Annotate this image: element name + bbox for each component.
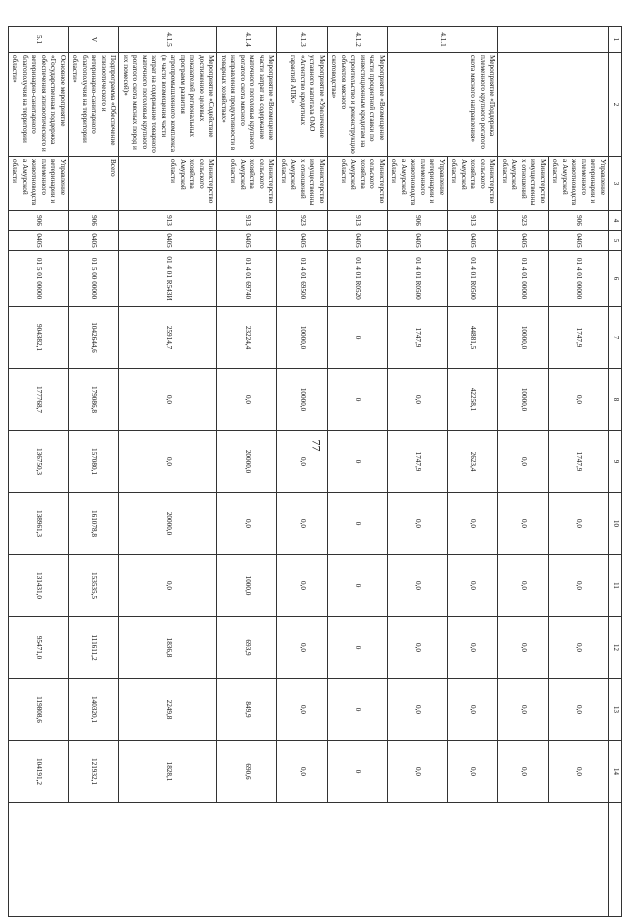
row-value: 693,9	[217, 617, 277, 679]
row-executor: Управление ветеринарии и племенного животноводства Амурской области	[9, 157, 69, 211]
row-grbs: 923	[277, 211, 328, 231]
row-csr: 01 4 01 R0520	[328, 251, 388, 307]
row-value: 1747,9	[549, 431, 609, 493]
row-value: 0	[328, 369, 388, 431]
row-value: 0,0	[388, 617, 448, 679]
row-value: 177768,7	[9, 369, 69, 431]
table-row	[277, 27, 328, 917]
row-value: 25914,7	[119, 307, 217, 369]
row-csr: 01 4 01 00000	[549, 251, 609, 307]
row-rzpr: 0405	[277, 231, 328, 251]
row-value: 0,0	[549, 493, 609, 555]
row-value: 0,0	[388, 741, 448, 803]
row-value: 0,0	[217, 369, 277, 431]
table-row	[549, 27, 609, 917]
row-value: 0,0	[277, 431, 328, 493]
row-csr: 01 4 01 R0500	[448, 251, 499, 307]
row-executor: Управление ветеринарии и племенного животноводства Амурской области	[549, 157, 609, 211]
row-value: 0,0	[448, 493, 499, 555]
row-value: 10000,0	[277, 369, 328, 431]
row-value: 10000,0	[498, 307, 549, 369]
column-number: 7	[609, 307, 622, 369]
row-value: 0,0	[119, 369, 217, 431]
row-rzpr: 0405	[498, 231, 549, 251]
row-rzpr: 0405	[448, 231, 499, 251]
row-grbs: 906	[388, 211, 448, 231]
row-executor: Всего	[69, 157, 120, 211]
row-value: 0,0	[498, 555, 549, 617]
row-value: 140320,1	[69, 679, 120, 741]
column-number: 12	[609, 617, 622, 679]
row-grbs: 906	[9, 211, 69, 231]
row-value: 23224,4	[217, 307, 277, 369]
row-name: Мероприятие «Возмещение части затрат на содержание маточного поголовья крупного рогатого скота мясного направления продуктивности в товарных хозяйствах»	[217, 53, 277, 157]
column-number: 2	[609, 53, 622, 157]
row-value: 0,0	[119, 431, 217, 493]
column-number: 13	[609, 679, 622, 741]
column-number: 5	[609, 231, 622, 251]
rotated-budget-table	[11, 26, 622, 876]
row-grbs: 906	[69, 211, 120, 231]
row-name: Мероприятие «Содействие достижению целевых показателей региональных программ развития агропромышленного комплекса (в части возмещения части затрат на содержание товарного маточного поголовья крупного рогатого скота мясных пород и их помесей)»	[119, 53, 217, 157]
row-value: 690,6	[217, 741, 277, 803]
row-value: 20000,0	[119, 493, 217, 555]
row-value: 0,0	[277, 493, 328, 555]
column-number: 8	[609, 369, 622, 431]
row-value: 179086,8	[69, 369, 120, 431]
row-value: 1747,9	[388, 431, 448, 493]
row-value: 42258,1	[448, 369, 499, 431]
row-value: 0	[328, 493, 388, 555]
row-grbs: 906	[549, 211, 609, 231]
row-value: 0	[328, 679, 388, 741]
row-value: 0,0	[498, 617, 549, 679]
row-value: 0,0	[388, 555, 448, 617]
row-rzpr: 0405	[119, 231, 217, 251]
row-grbs: 913	[328, 211, 388, 231]
row-value: 136750,3	[9, 431, 69, 493]
row-value: 10000,0	[498, 369, 549, 431]
row-value: 0,0	[498, 431, 549, 493]
row-value: 44881,5	[448, 307, 499, 369]
row-value: 0,0	[448, 617, 499, 679]
row-value: 121932,1	[69, 741, 120, 803]
row-rzpr: 0405	[69, 231, 120, 251]
table-row	[217, 27, 277, 917]
row-value: 1747,9	[388, 307, 448, 369]
column-number: 1	[609, 27, 622, 53]
row-value: 0	[328, 307, 388, 369]
row-value: 0,0	[498, 493, 549, 555]
row-executor: Министерство сельского хозяйства Амурской области	[217, 157, 277, 211]
row-value: 20000,0	[217, 431, 277, 493]
row-value: 95471,0	[9, 617, 69, 679]
row-number: 4.1.4	[217, 27, 277, 53]
row-value: 157080,1	[69, 431, 120, 493]
row-name: Подпрограмма «Обеспечение эпизоотического и ветеринарно-санитарного благополучия на территории области»	[69, 53, 120, 157]
row-executor: Министерство сельского хозяйства Амурской области	[328, 157, 388, 211]
row-value: 0,0	[549, 679, 609, 741]
row-value: 0	[328, 617, 388, 679]
table-row	[9, 27, 69, 917]
column-number-row	[609, 27, 622, 917]
row-value: 1836,8	[119, 617, 217, 679]
table-row	[448, 27, 499, 917]
row-executor: Министерство сельского хозяйства Амурской области	[448, 157, 499, 211]
row-value: 111611,2	[69, 617, 120, 679]
table-row	[69, 27, 120, 917]
row-value: 2623,4	[448, 431, 499, 493]
row-value: 1042644,6	[69, 307, 120, 369]
row-number: 4.1.5	[119, 27, 217, 53]
right-margin-cell	[9, 803, 609, 917]
row-value: 0	[328, 555, 388, 617]
row-value: 0,0	[277, 679, 328, 741]
row-value: 153535,5	[69, 555, 120, 617]
row-value: 104191,2	[9, 741, 69, 803]
row-grbs: 923	[498, 211, 549, 231]
row-value: 119808,6	[9, 679, 69, 741]
row-executor: Министерство имущественных отношений Амурской области	[498, 157, 549, 211]
row-name: Мероприятие «Возмещение части процентной ставки по инвестиционным кредитам на строительство и реконструкцию объектов мясного скотоводства»	[328, 53, 388, 157]
row-value: 0,0	[277, 617, 328, 679]
row-csr: 01 5 00 00000	[69, 251, 120, 307]
row-value: 2249,8	[119, 679, 217, 741]
row-value: 0,0	[448, 741, 499, 803]
row-number: V	[69, 27, 120, 53]
row-value: 0,0	[498, 741, 549, 803]
row-value: 0,0	[277, 741, 328, 803]
row-value: 0	[328, 431, 388, 493]
row-value: 10000,0	[277, 307, 328, 369]
row-rzpr: 0405	[388, 231, 448, 251]
row-value: 138961,3	[9, 493, 69, 555]
row-name: Основное мероприятие «Государственная поддержка обеспечения эпизоотического и ветеринарно-санитарного благополучия на территории области»	[9, 53, 69, 157]
row-value: 849,9	[217, 679, 277, 741]
row-executor: Министерство имущественных отношений Амурской области	[277, 157, 328, 211]
column-number: 14	[609, 741, 622, 803]
row-number: 4.1.1	[388, 27, 499, 53]
row-value: 0	[328, 741, 388, 803]
row-value: 1828,1	[119, 741, 217, 803]
column-number: 6	[609, 251, 622, 307]
row-grbs: 913	[217, 211, 277, 231]
column-number: 10	[609, 493, 622, 555]
row-value: 0,0	[388, 493, 448, 555]
row-grbs: 913	[119, 211, 217, 231]
row-rzpr: 0405	[549, 231, 609, 251]
row-value: 0,0	[448, 555, 499, 617]
table-row	[328, 27, 388, 917]
row-number	[498, 27, 609, 53]
row-value: 1747,9	[549, 307, 609, 369]
column-number: 11	[609, 555, 622, 617]
row-number: 5.1	[9, 27, 69, 53]
budget-table	[8, 26, 622, 917]
row-rzpr: 0405	[217, 231, 277, 251]
row-value: 0,0	[388, 679, 448, 741]
column-number: 9	[609, 431, 622, 493]
row-value: 0,0	[549, 369, 609, 431]
column-number: 4	[609, 211, 622, 231]
row-csr: 01 4 01 69500	[277, 251, 328, 307]
row-number: 4.1.2	[328, 27, 388, 53]
row-value: 131431,0	[9, 555, 69, 617]
row-value: 0,0	[498, 679, 549, 741]
row-value: 0,0	[549, 617, 609, 679]
table-row	[388, 27, 448, 917]
page-number: 77	[309, 439, 324, 452]
row-value: 0,0	[217, 493, 277, 555]
row-value: 0,0	[549, 555, 609, 617]
row-csr: 01 4 01 R0500	[388, 251, 448, 307]
row-executor: Министерство сельского хозяйства Амурской области	[119, 157, 217, 211]
row-value: 904382,1	[9, 307, 69, 369]
row-number: 4.1.3	[277, 27, 328, 53]
right-margin-cell	[609, 803, 622, 917]
row-value: 0,0	[448, 679, 499, 741]
row-value: 0,0	[388, 369, 448, 431]
row-name	[498, 53, 609, 157]
row-value: 0,0	[277, 555, 328, 617]
row-rzpr: 0405	[328, 231, 388, 251]
table-row	[498, 27, 549, 917]
row-grbs: 913	[448, 211, 499, 231]
row-value: 1000,0	[217, 555, 277, 617]
table-row	[119, 27, 217, 917]
row-csr: 01 4 01 00000	[498, 251, 549, 307]
row-name: Мероприятие «Увеличение уставного капитала ОАО «Агентство кредитных гарантий АПК»	[277, 53, 328, 157]
row-csr: 01 4 01 69740	[217, 251, 277, 307]
row-csr: 01 4 01 R543И	[119, 251, 217, 307]
column-number: 3	[609, 157, 622, 211]
row-value: 0,0	[549, 741, 609, 803]
row-executor: Управление ветеринарии и племенного животноводства Амурской области	[388, 157, 448, 211]
row-rzpr: 0405	[9, 231, 69, 251]
row-csr: 01 5 01 00000	[9, 251, 69, 307]
row-value: 0,0	[119, 555, 217, 617]
row-name: Мероприятие «Поддержка племенного крупного рогатого скота мясного направления»	[388, 53, 499, 157]
row-value: 161078,8	[69, 493, 120, 555]
